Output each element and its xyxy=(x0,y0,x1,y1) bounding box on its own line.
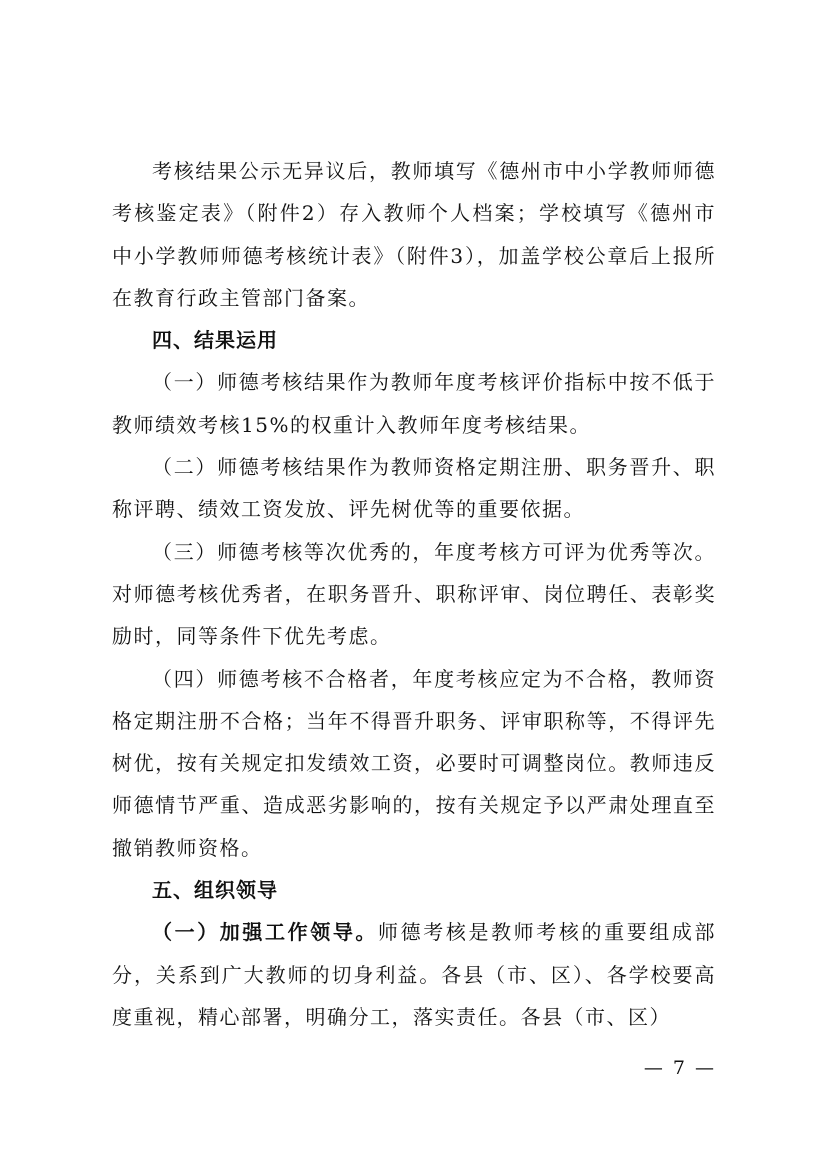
paragraph-organization-leadership-1 xyxy=(112,911,716,1038)
paragraph-result-application-1: （一）师德考核结果作为教师年度考核评价指标中按不低于教师绩效考核15%的权重计入教师年度考核结果。 xyxy=(112,370,716,437)
paragraph-result-application-2: （二）师德考核结果作为教师资格定期注册、职务晋升、职称评聘、绩效工资发放、评先树优等的重要依据。 xyxy=(112,455,716,522)
page-number: — 7 — xyxy=(643,1057,716,1079)
section-heading-result-application: 四、结果运用 xyxy=(152,328,278,353)
section-heading-organization-leadership: 五、组织领导 xyxy=(152,878,278,903)
document-body xyxy=(112,150,716,1038)
bold-lead-strengthen-leadership: （一）加强工作领导。 xyxy=(152,920,379,945)
paragraph-result-application-4: （四）师德考核不合格者，年度考核应定为不合格，教师资格定期注册不合格；当年不得晋升职务、评审职称等，不得评先树优，按有关规定扣发绩效工资，必要时可调整岗位。教师违反师德情节严重、造成恶劣影响的，按有关规定予以严肃处理直至撤销教师资格。 xyxy=(112,666,716,860)
paragraph-assessment-result-publicity: 考核结果公示无异议后，教师填写《德州市中小学教师师德考核鉴定表》（附件2）存入教师个人档案；学校填写《德州市中小学教师师德考核统计表》（附件3），加盖学校公章后上报所在教育行政主管部门备案。 xyxy=(112,159,716,310)
paragraph-result-application-3: （三）师德考核等次优秀的，年度考核方可评为优秀等次。对师德考核优秀者，在职务晋升、职称评审、岗位聘任、表彰奖励时，同等条件下优先考虑。 xyxy=(112,539,716,649)
paragraph-organization-leadership-1-text: 师德考核是教师考核的重要组成部分，关系到广大教师的切身利益。各县（市、区）、各学校要高度重视，精心部署，明确分工，落实责任。各县（市、区） xyxy=(112,920,717,1029)
